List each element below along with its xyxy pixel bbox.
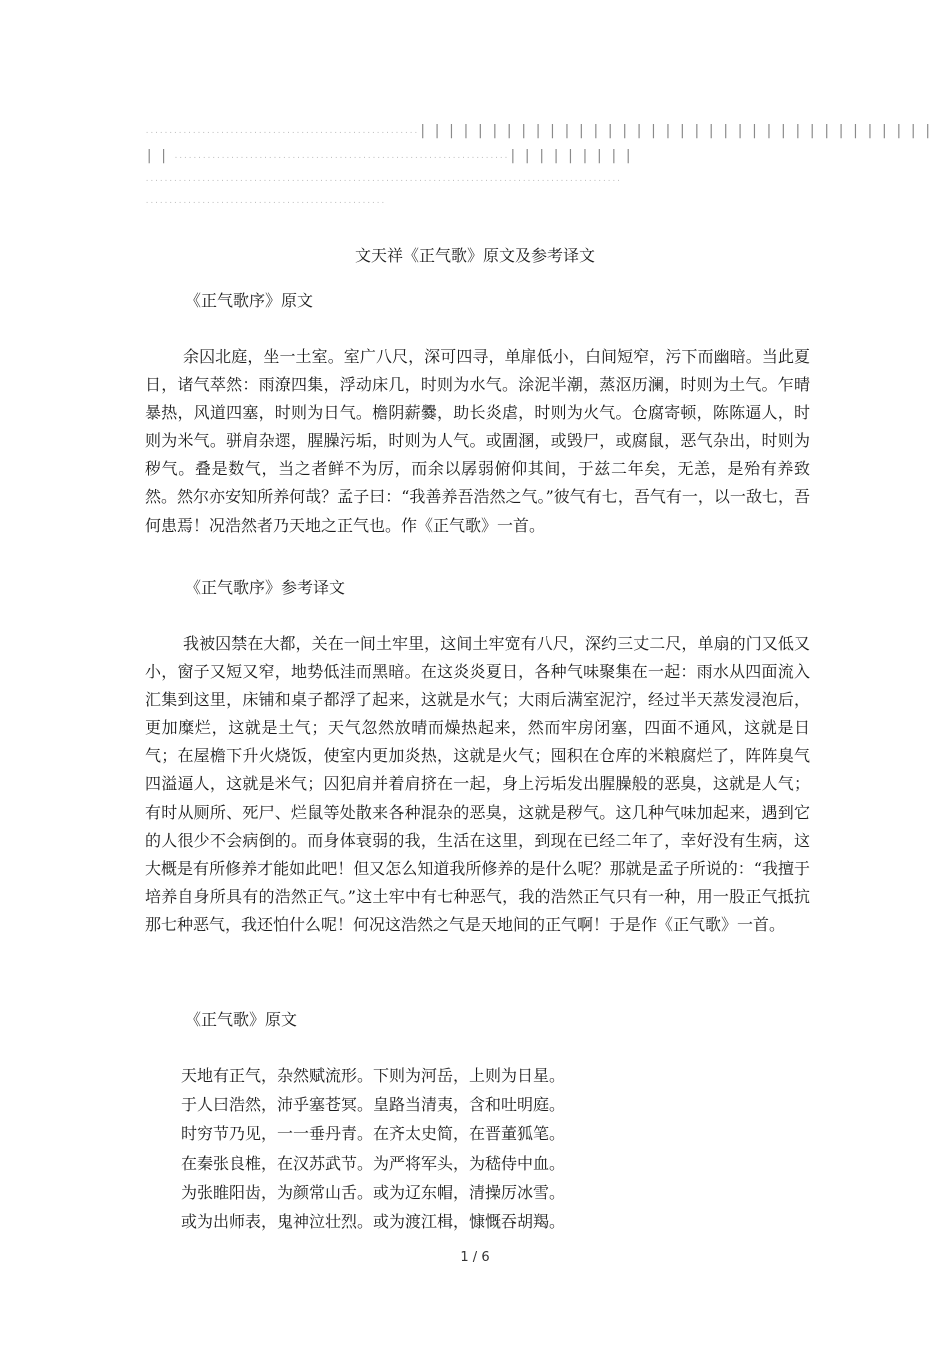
- poem-line: 时穷节乃见，一一垂丹青。在齐太史简，在晋董狐笔。: [181, 1124, 566, 1144]
- poem-line: 在秦张良椎，在汉苏武节。为严将军头，为嵇侍中血。: [181, 1153, 566, 1173]
- poem-line: 为张睢阳齿，为颜常山舌。或为辽东帽，清操厉冰雪。: [181, 1182, 566, 1202]
- paragraph-preface-translation: 我被囚禁在大都，关在一间土牢里，这间土牢宽有八尺，深约三丈二尺，单扇的门又低又小，窗子又短又窄，地势低洼而黑暗。在这炎炎夏日，各种气味聚集在一起：雨水从四面流入汇集到这里，床铺和桌子都浮了起来，这就是水气；大雨后满室泥泞，经过半天蒸发浸泡后，更加糜烂，这就是土气；天气忽然放晴而燥热起来，然而牢房闭塞，四面不通风，这就是日气；在屋檐下升火烧饭，使室内更加炎热，这就是火气；囤积在仓库的米粮腐烂了，阵阵臭气四溢逼人，这就是米气；囚犯肩并着肩挤在一起，身上污垢发出腥臊般的恶臭，这就是人气；有时从厕所、死尸、烂鼠等处散来各种混杂的恶臭，这就是秽气。这几种气味加起来，遇到它的人很少不会病倒的。而身体衰弱的我，生活在这里，到现在已经二年了，幸好没有生病，这大概是有所修养才能如此吧！但又怎么知道我所修养的是什么呢？那就是孟子所说的：“我擅于培养自身所具有的浩然正气。”这土牢中有七种恶气，我的浩然正气只有一种，用一股正气抵抗那七种恶气，我还怕什么呢！何况这浩然之气是天地间的正气啊！于是作《正气歌》一首。: [145, 634, 810, 934]
- poem-block: [181, 1061, 565, 1236]
- poem-line: 或为出师表，鬼神泣壮烈。或为渡江楫，慷慨吞胡羯。: [181, 1211, 566, 1231]
- section-heading: 《正气歌序》参考译文: [185, 578, 346, 597]
- section-heading: 《正气歌》原文: [185, 1010, 298, 1029]
- section-heading: 《正气歌序》原文: [185, 291, 314, 310]
- watermark-band: ···················································: [145, 199, 386, 207]
- watermark-band: ||·······································································|||||||||: [145, 148, 639, 164]
- watermark-band: ··························································||||||||||||||||||||||||||||||||||||: [145, 123, 938, 139]
- document-title: 文天祥《正气歌》原文及参考译文: [354, 246, 595, 265]
- page-indicator: 1 / 6: [460, 1250, 490, 1265]
- paragraph-preface-original: 余囚北庭，坐一土室。室广八尺，深可四寻，单扉低小，白间短窄，污下而幽暗。当此夏日，诸气萃然：雨潦四集，浮动床几，时则为水气。涂泥半潮，蒸沤历澜，时则为土气。乍晴暴热，风道四塞，时则为日气。檐阴薪爨，助长炎虐，时则为火气。仓腐寄顿，陈陈逼人，时则为米气。骈肩杂遝，腥臊污垢，时则为人气。或圊溷，或毁尸，或腐鼠，恶气杂出，时则为秽气。叠是数气，当之者鲜不为厉，而余以孱弱俯仰其间，于兹二年矣，无恙，是殆有养致然。然尔亦安知所养何哉？孟子曰：“我善养吾浩然之气。”彼气有七，吾气有一，以一敌七，吾何患焉！况浩然者乃天地之正气也。作《正气歌》一首。: [145, 347, 810, 535]
- watermark-band: ·····································································································: [145, 177, 622, 185]
- poem-line: 天地有正气，杂然赋流形。下则为河岳，上则为日星。: [181, 1066, 566, 1085]
- poem-line: 于人曰浩然，沛乎塞苍冥。皇路当清夷，含和吐明庭。: [181, 1095, 566, 1115]
